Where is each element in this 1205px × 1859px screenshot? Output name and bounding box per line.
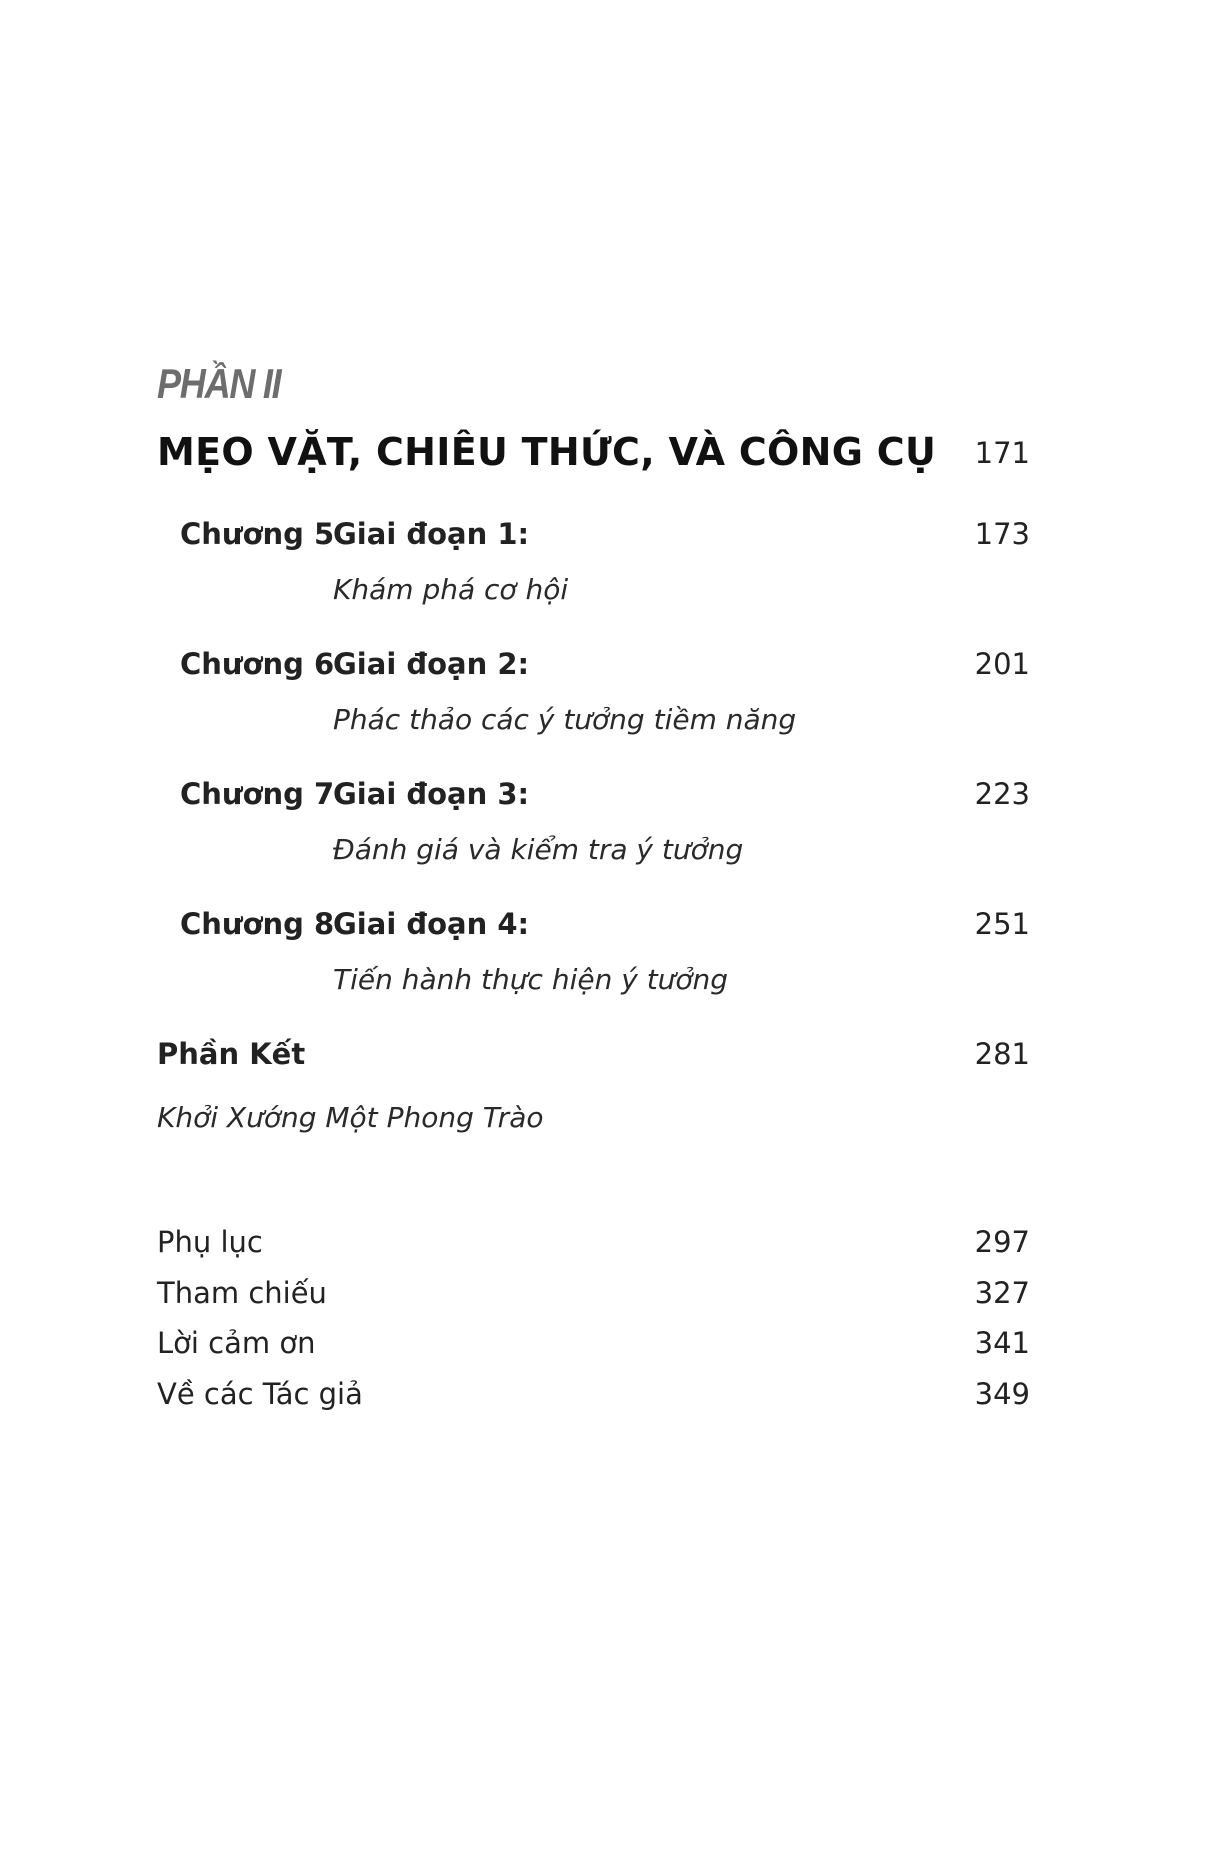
part-page-number: 171: [974, 436, 1030, 470]
chapter-subtitle: Đánh giá và kiểm tra ý tưởng: [333, 833, 744, 866]
part-title: MẸO VẶT, CHIÊU THỨC, VÀ CÔNG CỤ: [157, 430, 937, 474]
epilogue-page-number: 281: [974, 1037, 1030, 1071]
chapter-label: Chương 6: [180, 647, 335, 681]
back-matter-title: Về các Tác giả: [157, 1377, 363, 1411]
chapter-title: Giai đoạn 2:: [333, 647, 530, 681]
back-matter-page-number: 297: [974, 1225, 1030, 1259]
epilogue-subtitle: Khởi Xướng Một Phong Trào: [157, 1101, 544, 1134]
chapter-page-number: 251: [974, 907, 1030, 941]
back-matter-title: Lời cảm ơn: [157, 1326, 316, 1360]
back-matter-page-number: 341: [974, 1326, 1030, 1360]
chapter-subtitle: Khám phá cơ hội: [333, 573, 569, 606]
epilogue-title: Phần Kết: [157, 1037, 306, 1071]
back-matter-title: Tham chiếu: [157, 1276, 327, 1310]
chapter-label: Chương 7: [180, 777, 335, 811]
back-matter-title: Phụ lục: [157, 1225, 263, 1259]
chapter-page-number: 173: [974, 517, 1030, 551]
back-matter-page-number: 327: [974, 1276, 1030, 1310]
chapter-subtitle: Phác thảo các ý tưởng tiềm năng: [333, 703, 797, 736]
chapter-page-number: 223: [974, 777, 1030, 811]
chapter-label: Chương 5: [180, 517, 335, 551]
chapter-label: Chương 8: [180, 907, 335, 941]
chapter-title: Giai đoạn 1:: [333, 517, 530, 551]
part-label: PHẦN II: [157, 360, 281, 407]
back-matter-page-number: 349: [974, 1377, 1030, 1411]
chapter-title: Giai đoạn 4:: [333, 907, 530, 941]
chapter-page-number: 201: [974, 647, 1030, 681]
chapter-subtitle: Tiến hành thực hiện ý tưởng: [333, 963, 729, 996]
chapter-title: Giai đoạn 3:: [333, 777, 530, 811]
